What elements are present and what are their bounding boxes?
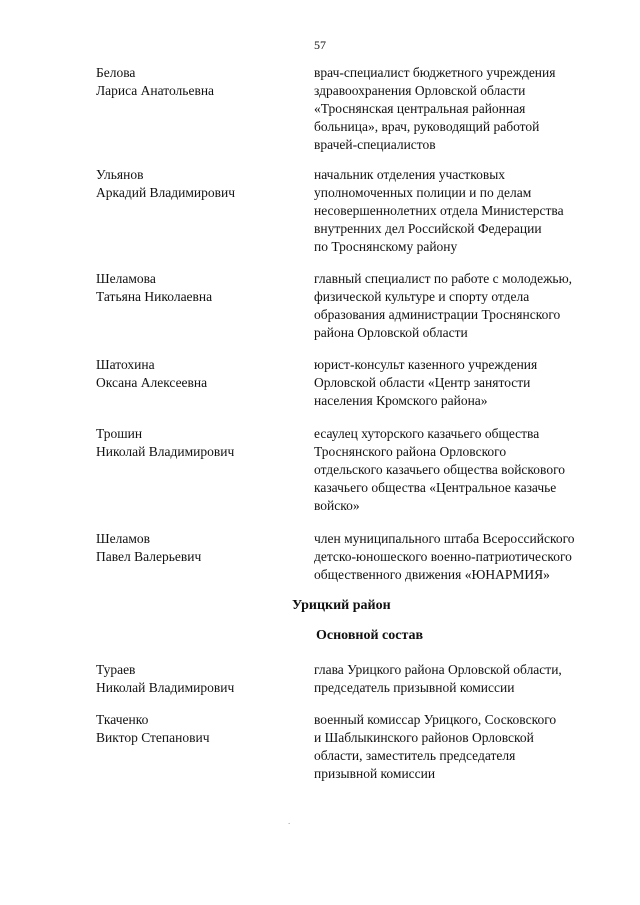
- role-line: физической культуре и спорту отдела: [314, 289, 530, 304]
- member-name: [96, 425, 296, 461]
- member-given-names: Татьяна Николаевна: [96, 289, 213, 304]
- member-given-names: Оксана Алексеевна: [96, 375, 208, 390]
- role-line: и Шаблыкинского районов Орловской: [314, 730, 534, 745]
- role-line: по Троснянскому району: [314, 239, 458, 254]
- role-line: врач-специалист бюджетного учреждения: [314, 65, 556, 80]
- role-line: главный специалист по работе с молодежью,: [314, 271, 573, 286]
- role-line: внутренних дел Российской Федерации: [314, 221, 542, 236]
- member-name: [96, 64, 296, 100]
- member-given-names: Николай Владимирович: [96, 680, 235, 695]
- footer-mark: .: [288, 816, 291, 826]
- role-line: войско»: [314, 498, 360, 513]
- member-given-names: Лариса Анатольевна: [96, 83, 215, 98]
- member-role: [314, 711, 614, 783]
- member-surname: Шеламова: [96, 271, 156, 286]
- role-line: военный комиссар Урицкого, Сосковского: [314, 712, 557, 727]
- page-number: 57: [314, 38, 326, 52]
- role-line: казачьего общества «Центральное казачье: [314, 480, 557, 495]
- member-name: [96, 270, 296, 306]
- role-line: член муниципального штаба Всероссийского: [314, 531, 575, 546]
- member-surname: Тураев: [96, 662, 136, 677]
- member-surname: Ткаченко: [96, 712, 149, 727]
- member-role: [314, 166, 614, 256]
- role-line: начальник отделения участковых: [314, 167, 506, 182]
- member-role: [314, 661, 614, 697]
- member-name: [96, 661, 296, 697]
- member-surname: Трошин: [96, 426, 143, 441]
- member-role: [314, 64, 614, 154]
- member-surname: Ульянов: [96, 167, 144, 182]
- role-line: председатель призывной комиссии: [314, 680, 515, 695]
- role-line: отдельского казачьего общества войскового: [314, 462, 566, 477]
- member-role: [314, 425, 614, 515]
- role-line: призывной комиссии: [314, 766, 436, 781]
- member-surname: Шеламов: [96, 531, 151, 546]
- member-role: [314, 270, 614, 342]
- role-line: района Орловской области: [314, 325, 468, 340]
- member-surname: Белова: [96, 65, 136, 80]
- member-given-names: Виктор Степанович: [96, 730, 210, 745]
- role-line: юрист-консульт казенного учреждения: [314, 357, 538, 372]
- member-surname: Шатохина: [96, 357, 155, 372]
- composition-heading: Основной состав: [316, 628, 424, 643]
- role-line: больница», врач, руководящий работой: [314, 119, 540, 134]
- role-line: образования администрации Троснянского: [314, 307, 561, 322]
- member-given-names: Николай Владимирович: [96, 444, 235, 459]
- role-line: «Троснянская центральная районная: [314, 101, 526, 116]
- district-heading: Урицкий район: [292, 598, 391, 613]
- role-line: Троснянского района Орловского: [314, 444, 507, 459]
- role-line: области, заместитель председателя: [314, 748, 516, 763]
- member-role: [314, 530, 614, 584]
- role-line: врачей-специалистов: [314, 137, 436, 152]
- member-name: [96, 166, 296, 202]
- member-given-names: Павел Валерьевич: [96, 549, 202, 564]
- role-line: общественного движения «ЮНАРМИЯ»: [314, 567, 550, 582]
- role-line: детско-юношеского военно-патриотического: [314, 549, 572, 564]
- member-role: [314, 356, 614, 410]
- role-line: есаулец хуторского казачьего общества: [314, 426, 540, 441]
- member-given-names: Аркадий Владимирович: [96, 185, 236, 200]
- role-line: уполномоченных полиции и по делам: [314, 185, 532, 200]
- role-line: несовершеннолетних отдела Министерства: [314, 203, 564, 218]
- role-line: здравоохранения Орловской области: [314, 83, 526, 98]
- member-name: [96, 530, 296, 566]
- member-name: [96, 711, 296, 747]
- role-line: Орловской области «Центр занятости: [314, 375, 531, 390]
- member-name: [96, 356, 296, 392]
- role-line: глава Урицкого района Орловской области,: [314, 662, 562, 677]
- role-line: населения Кромского района»: [314, 393, 488, 408]
